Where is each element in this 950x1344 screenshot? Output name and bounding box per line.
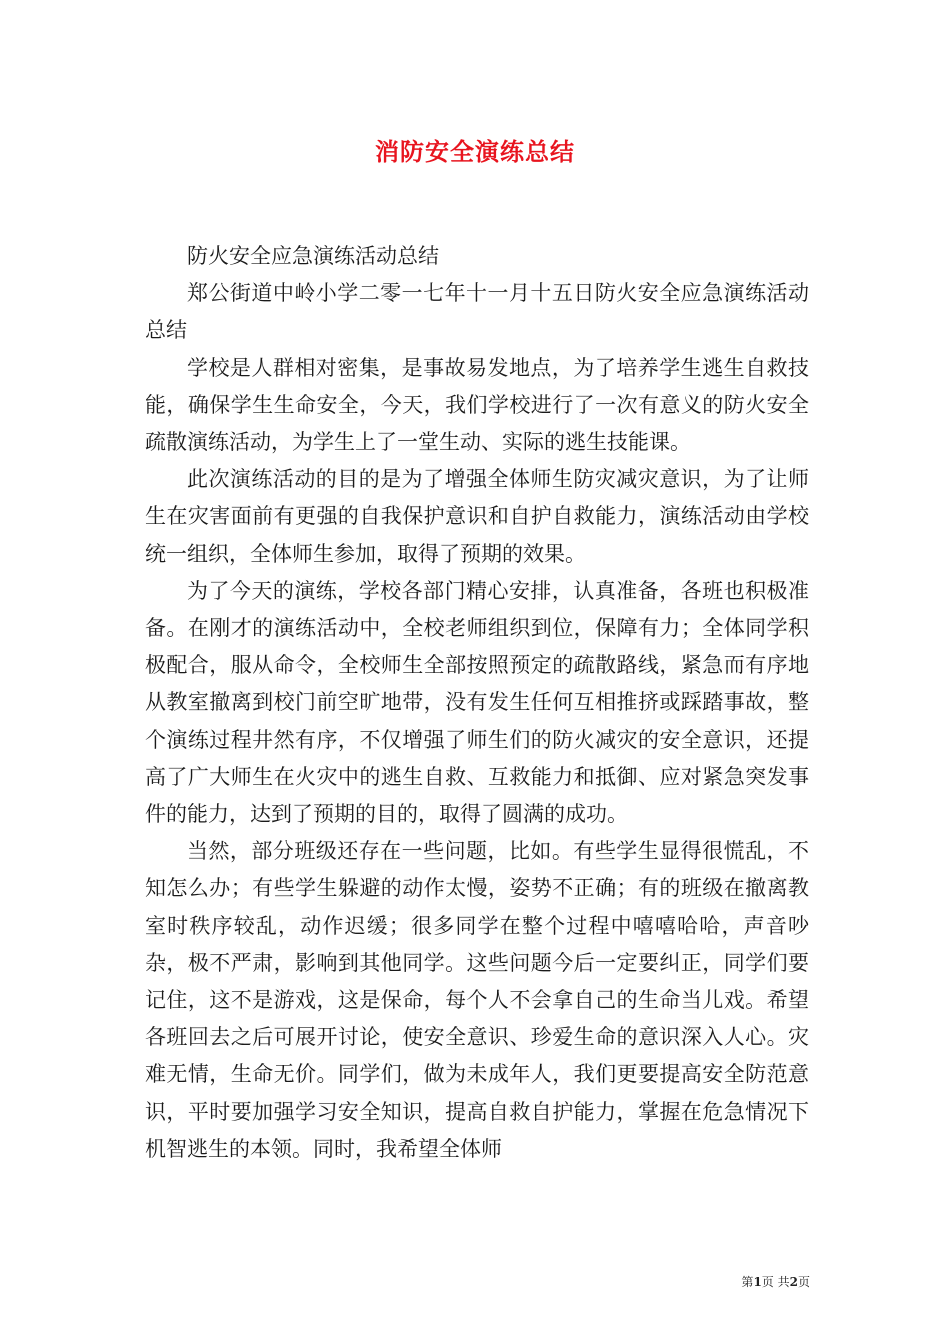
page-number-footer bbox=[741, 1273, 810, 1290]
document-title: 消防安全演练总结 bbox=[375, 137, 575, 166]
paragraph-intro: 学校是人群相对密集，是事故易发地点，为了培养学生逃生自救技能，确保学生生命安全，今天，我们学校进行了一次有意义的防火安全疏散演练活动，为学生上了一堂生动、实际的逃生技能课。 bbox=[145, 355, 809, 455]
paragraph-purpose: 此次演练活动的目的是为了增强全体师生防灾减灾意识，为了让师生在灾害面前有更强的自我保护意识和自护自救能力，演练活动由学校统一组织，全体师生参加，取得了预期的效果。 bbox=[145, 467, 809, 566]
paragraph-subtitle: 防火安全应急演练活动总结 bbox=[187, 244, 439, 268]
footer-prefix: 第 bbox=[741, 1275, 754, 1289]
paragraph-problems: 当然，部分班级还存在一些问题，比如。有些学生显得很慌乱，不知怎么办；有些学生躲避的动作太慢，姿势不正确；有的班级在撤离教室时秩序较乱，动作迟缓；很多同学在整个过程中嘻嘻哈哈，声音吵杂，极不严肃，影响到其他同学。这些问题今后一定要纠正，同学们要记住，这不是游戏，这是保命，每个人不会拿自己的生命当儿戏。希望各班回去之后可展开讨论，使安全意识、珍爱生命的意识深入人心。灾难无情，生命无价。同学们，做为未成年人，我们更要提高安全防范意识，平时要加强学习安全知识，提高自救自护能力，掌握在危急情况下机智逃生的本领。同时，我希望全体师 bbox=[145, 839, 809, 1161]
document-body bbox=[145, 238, 809, 1168]
footer-middle: 页 共 bbox=[761, 1275, 790, 1289]
paragraph-heading: 郑公街道中岭小学二零一七年十一月十五日防火安全应急演练活动总结 bbox=[145, 281, 809, 343]
footer-current-page: 1 bbox=[753, 1275, 762, 1289]
footer-suffix: 页 bbox=[797, 1275, 810, 1289]
footer-total-pages: 2 bbox=[789, 1275, 798, 1289]
paragraph-process: 为了今天的演练，学校各部门精心安排，认真准备，各班也积极准备。在刚才的演练活动中，全校老师组织到位，保障有力；全体同学积极配合，服从命令，全校师生全部按照预定的疏散路线，紧急而有序地从教室撤离到校门前空旷地带，没有发生任何互相推挤或踩踏事故，整个演练过程井然有序，不仅增强了师生们的防火减灾的安全意识，还提高了广大师生在火灾中的逃生自救、互救能力和抵御、应对紧急突发事件的能力，达到了预期的目的，取得了圆满的成功。 bbox=[145, 578, 809, 827]
